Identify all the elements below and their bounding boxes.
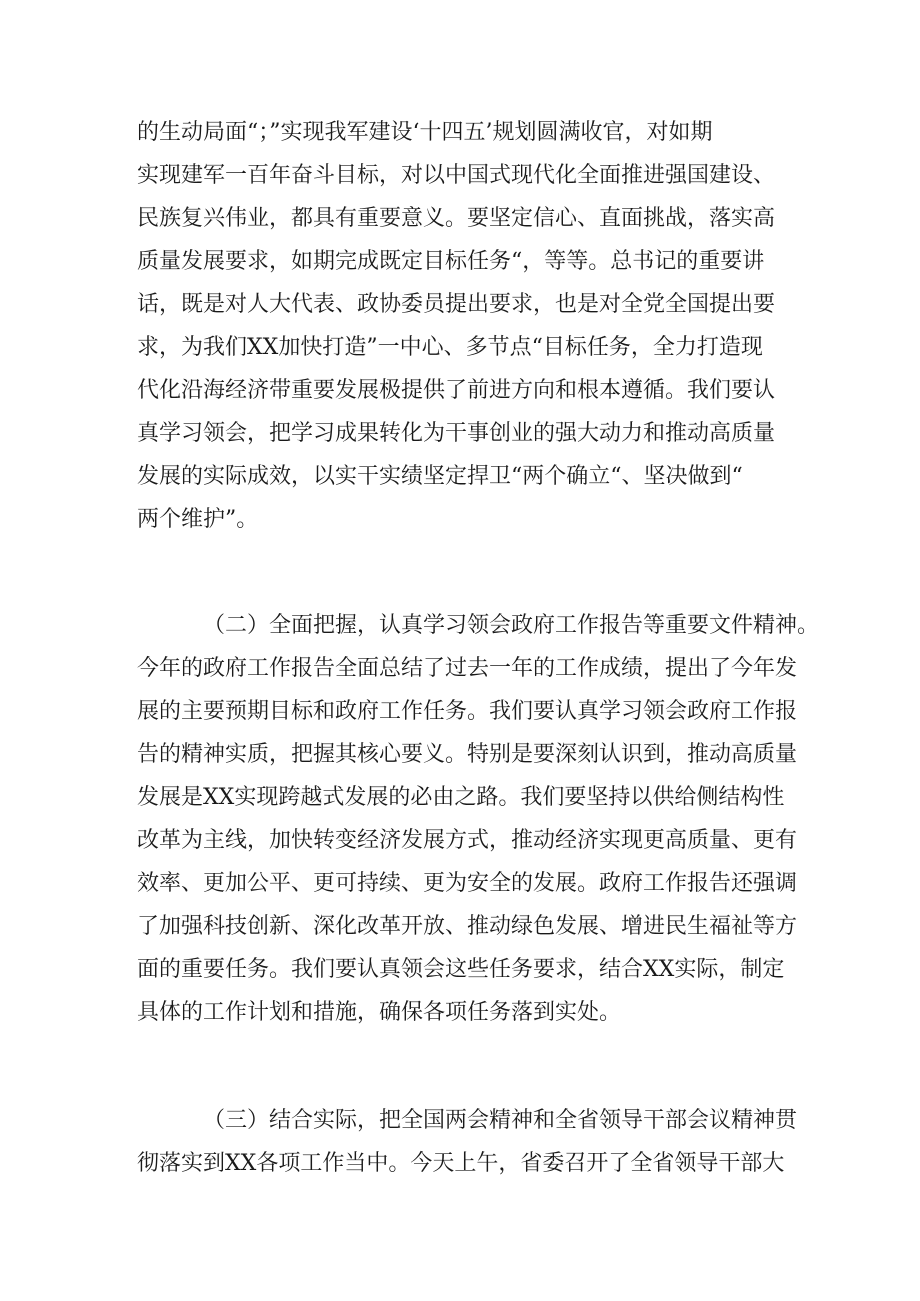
paragraph-2 xyxy=(137,604,820,1034)
paragraph-line: 真学习领会，把学习成果转化为干事创业的强大动力和推动高质量 xyxy=(137,421,776,446)
paragraph-line: 彻落实到XX各项工作当中。今天上午，省委召开了全省领导干部大 xyxy=(137,1151,785,1176)
paragraph-line: 发展的实际成效，以实干实绩坚定捍卫“两个确立“、坚决做到“ xyxy=(137,464,743,489)
paragraph-line: 实现建军一百年奋斗目标，对以中国式现代化全面推进强国建设、 xyxy=(137,163,776,188)
paragraph-line: 民族复兴伟业，都具有重要意义。要坚定信心、直面挑战，落实高 xyxy=(137,206,776,231)
paragraph-line: 代化沿海经济带重要发展极提供了前进方向和根本遵循。我们要认 xyxy=(137,378,776,403)
paragraph-line: 具体的工作计划和措施，确保各项任务落到实处。 xyxy=(137,1000,622,1025)
paragraph-line: 求，为我们XX加快打造”一中心、多节点“目标任务，全力打造现 xyxy=(137,335,763,360)
paragraph-3 xyxy=(137,1099,798,1185)
paragraph-line: 今年的政府工作报告全面总结了过去一年的工作成绩，提出了今年发 xyxy=(137,656,798,681)
paragraph-line: 展的主要预期目标和政府工作任务。我们要认真学习领会政府工作报 xyxy=(137,699,798,724)
section-heading-3: （三）结合实际，把全国两会精神和全省领导干部会议精神贯 xyxy=(203,1108,798,1133)
section-heading-2: （二）全面把握，认真学习领会政府工作报告等重要文件精神。 xyxy=(203,613,820,638)
paragraph-line: 的生动局面“；”实现我军建设‘十四五’规划圆满收官，对如期 xyxy=(137,120,713,145)
paragraph-line: 面的重要任务。我们要认真领会这些任务要求，结合XX实际，制定 xyxy=(137,957,785,982)
paragraph-line: 了加强科技创新、深化改革开放、推动绿色发展、增进民生福祉等方 xyxy=(137,914,798,939)
paragraph-line: 发展是XX实现跨越式发展的必由之路。我们要坚持以供给侧结构性 xyxy=(137,785,785,810)
paragraph-line: 话，既是对人大代表、政协委员提出要求，也是对全党全国提出要 xyxy=(137,292,776,317)
paragraph-line: 改革为主线，加快转变经济发展方式，推动经济实现更高质量、更有 xyxy=(137,828,798,853)
paragraph-line: 两个维护”。 xyxy=(137,507,259,532)
paragraph-line: 质量发展要求，如期完成既定目标任务“，等等。总书记的重要讲 xyxy=(137,249,765,274)
paragraph-line: 效率、更加公平、更可持续、更为安全的发展。政府工作报告还强调 xyxy=(137,871,798,896)
paragraph-1 xyxy=(137,111,787,541)
paragraph-line: 告的精神实质，把握其核心要义。特别是要深刻认识到，推动高质量 xyxy=(137,742,798,767)
